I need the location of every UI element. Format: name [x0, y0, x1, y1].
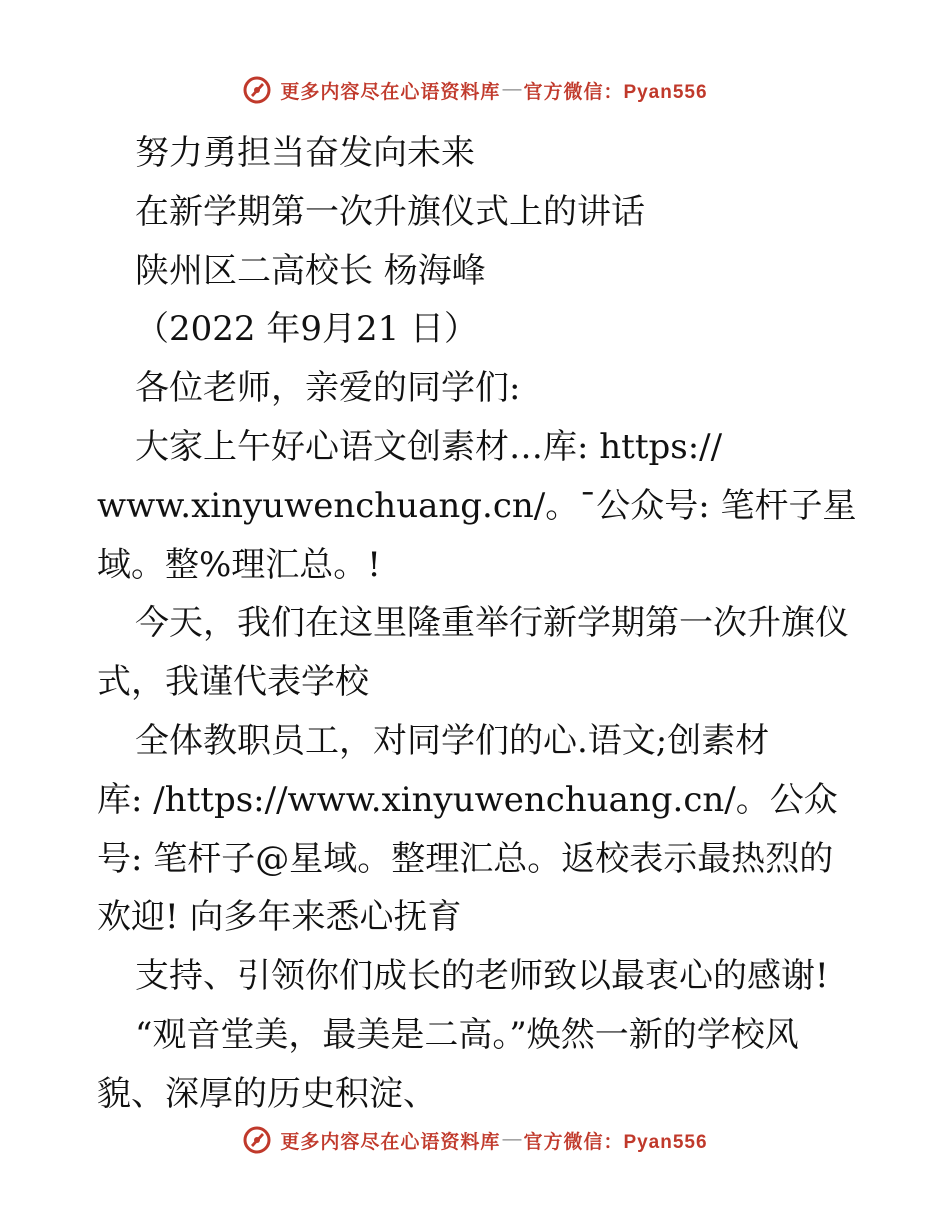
document-line: 在新学期第一次升旗仪式上的讲话 [135, 191, 645, 232]
header-watermark-banner [0, 70, 950, 110]
header-dash: — [502, 79, 522, 100]
red-seal-logo-icon [242, 75, 272, 105]
red-seal-logo-icon [242, 1125, 272, 1155]
header-contact-text: 官方微信：Pyan556 [523, 81, 708, 103]
document-line: 努力勇担当奋发向未来 [135, 133, 475, 173]
footer-dash: — [502, 1129, 522, 1150]
document-line: “观音堂美，最美是二高。”焕然一新的学校风 [135, 1014, 799, 1055]
document-line: 全体教职员工，对同学们的心.语文;创素材 [135, 720, 770, 761]
footer-watermark-banner [0, 1120, 950, 1160]
footer-contact-text: 官方微信：Pyan556 [523, 1131, 708, 1153]
document-line: 各位老师，亲爱的同学们: [135, 368, 521, 409]
footer-brand-text: 更多内容尽在心语资料库 [280, 1131, 501, 1153]
document-body [97, 124, 867, 1124]
document-line: www.xinyuwenchuang.cn/。¯公众号: 笔杆子星 [97, 485, 857, 526]
document-line: 欢迎! 向多年来悉心抚育 [97, 897, 462, 938]
document-line: 支持、引领你们成长的老师致以最衷心的感谢! [135, 956, 829, 997]
document-line: 今天，我们在这里隆重举行新学期第一次升旗仪 [135, 603, 849, 644]
document-line: （2022 年9月21 日） [135, 309, 479, 350]
document-line: 号: 笔杆子@星域。整理汇总。返校表示最热烈的 [97, 838, 834, 879]
document-line: 式，我谨代表学校 [97, 662, 369, 703]
header-brand-text: 更多内容尽在心语资料库 [280, 81, 501, 103]
document-line: 陕州区二高校长 杨海峰 [135, 250, 486, 291]
document-line: 域。整%理汇总。! [97, 544, 381, 585]
document-line: 貌、深厚的历史积淀、 [97, 1073, 437, 1114]
document-line: 大家上午好心语文创素材…库: https:// [135, 426, 723, 467]
document-line: 库: /https://www.xinyuwenchuang.cn/。公众 [97, 779, 838, 820]
